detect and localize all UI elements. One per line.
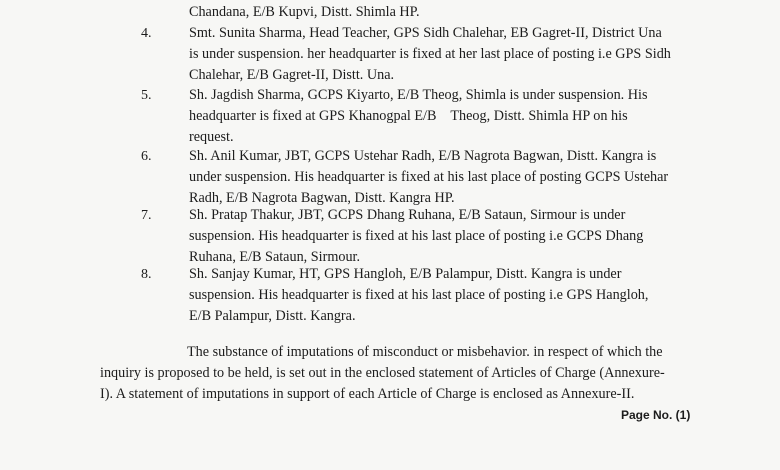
- text-line: Sh. Pratap Thakur, JBT, GCPS Dhang Ruhana, E/B Sataun, Sirmour is under: [189, 207, 626, 223]
- item-number: 6.: [141, 149, 152, 164]
- item-text: [189, 205, 709, 268]
- item-number: 8.: [141, 267, 152, 282]
- text-line: Chalehar, E/B Gagret-II, Distt. Una.: [189, 67, 395, 83]
- text-line: E/B Palampur, Distt. Kangra.: [189, 308, 356, 324]
- item-number: 4.: [141, 26, 152, 41]
- text-line: inquiry is proposed to be held, is set out in the enclosed statement of Articles of Charge (Annexure-: [100, 365, 665, 381]
- text-line: is under suspension. her headquarter is fixed at her last place of posting i.e GPS Sidh: [189, 46, 671, 62]
- text-line: Chandana, E/B Kupvi, Distt. Shimla HP.: [189, 4, 420, 20]
- item-text: [189, 23, 709, 86]
- text-line: request.: [189, 129, 234, 145]
- item-text: [189, 264, 709, 327]
- text-line: Ruhana, E/B Sataun, Sirmour.: [189, 249, 361, 265]
- text-line: suspension. His headquarter is fixed at his last place of posting i.e GPS Hangloh,: [189, 287, 649, 303]
- text-line: Sh. Jagdish Sharma, GCPS Kiyarto, E/B Theog, Shimla is under suspension. His: [189, 87, 648, 103]
- item-number: 5.: [141, 88, 152, 103]
- text-line: Sh. Sanjay Kumar, HT, GPS Hangloh, E/B Palampur, Distt. Kangra is under: [189, 266, 622, 282]
- text-line: Sh. Anil Kumar, JBT, GCPS Ustehar Radh, E/B Nagrota Bagwan, Distt. Kangra is: [189, 148, 657, 164]
- text-line: suspension. His headquarter is fixed at his last place of posting i.e GCPS Dhang: [189, 228, 644, 244]
- item-number: 7.: [141, 208, 152, 223]
- text-line: I). A statement of imputations in support of each Article of Charge is enclosed as Annexure-II.: [100, 386, 635, 402]
- text-line: Radh, E/B Nagrota Bagwan, Distt. Kangra HP.: [189, 190, 455, 206]
- body-paragraph: [100, 342, 710, 405]
- item-text: [189, 146, 709, 209]
- text-line: The substance of imputations of misconduct or misbehavior. in respect of which the: [187, 344, 663, 360]
- text-line: under suspension. His headquarter is fixed at his last place of posting GCPS Ustehar: [189, 169, 669, 185]
- text-line: Smt. Sunita Sharma, Head Teacher, GPS Sidh Chalehar, EB Gagret-II, District Una: [189, 25, 662, 41]
- item-text: [189, 2, 709, 23]
- page-number: Page No. (1): [621, 408, 691, 422]
- text-line: headquarter is fixed at GPS Khanogpal E/B Theog, Distt. Shimla HP on his: [189, 108, 628, 124]
- item-text: [189, 85, 709, 148]
